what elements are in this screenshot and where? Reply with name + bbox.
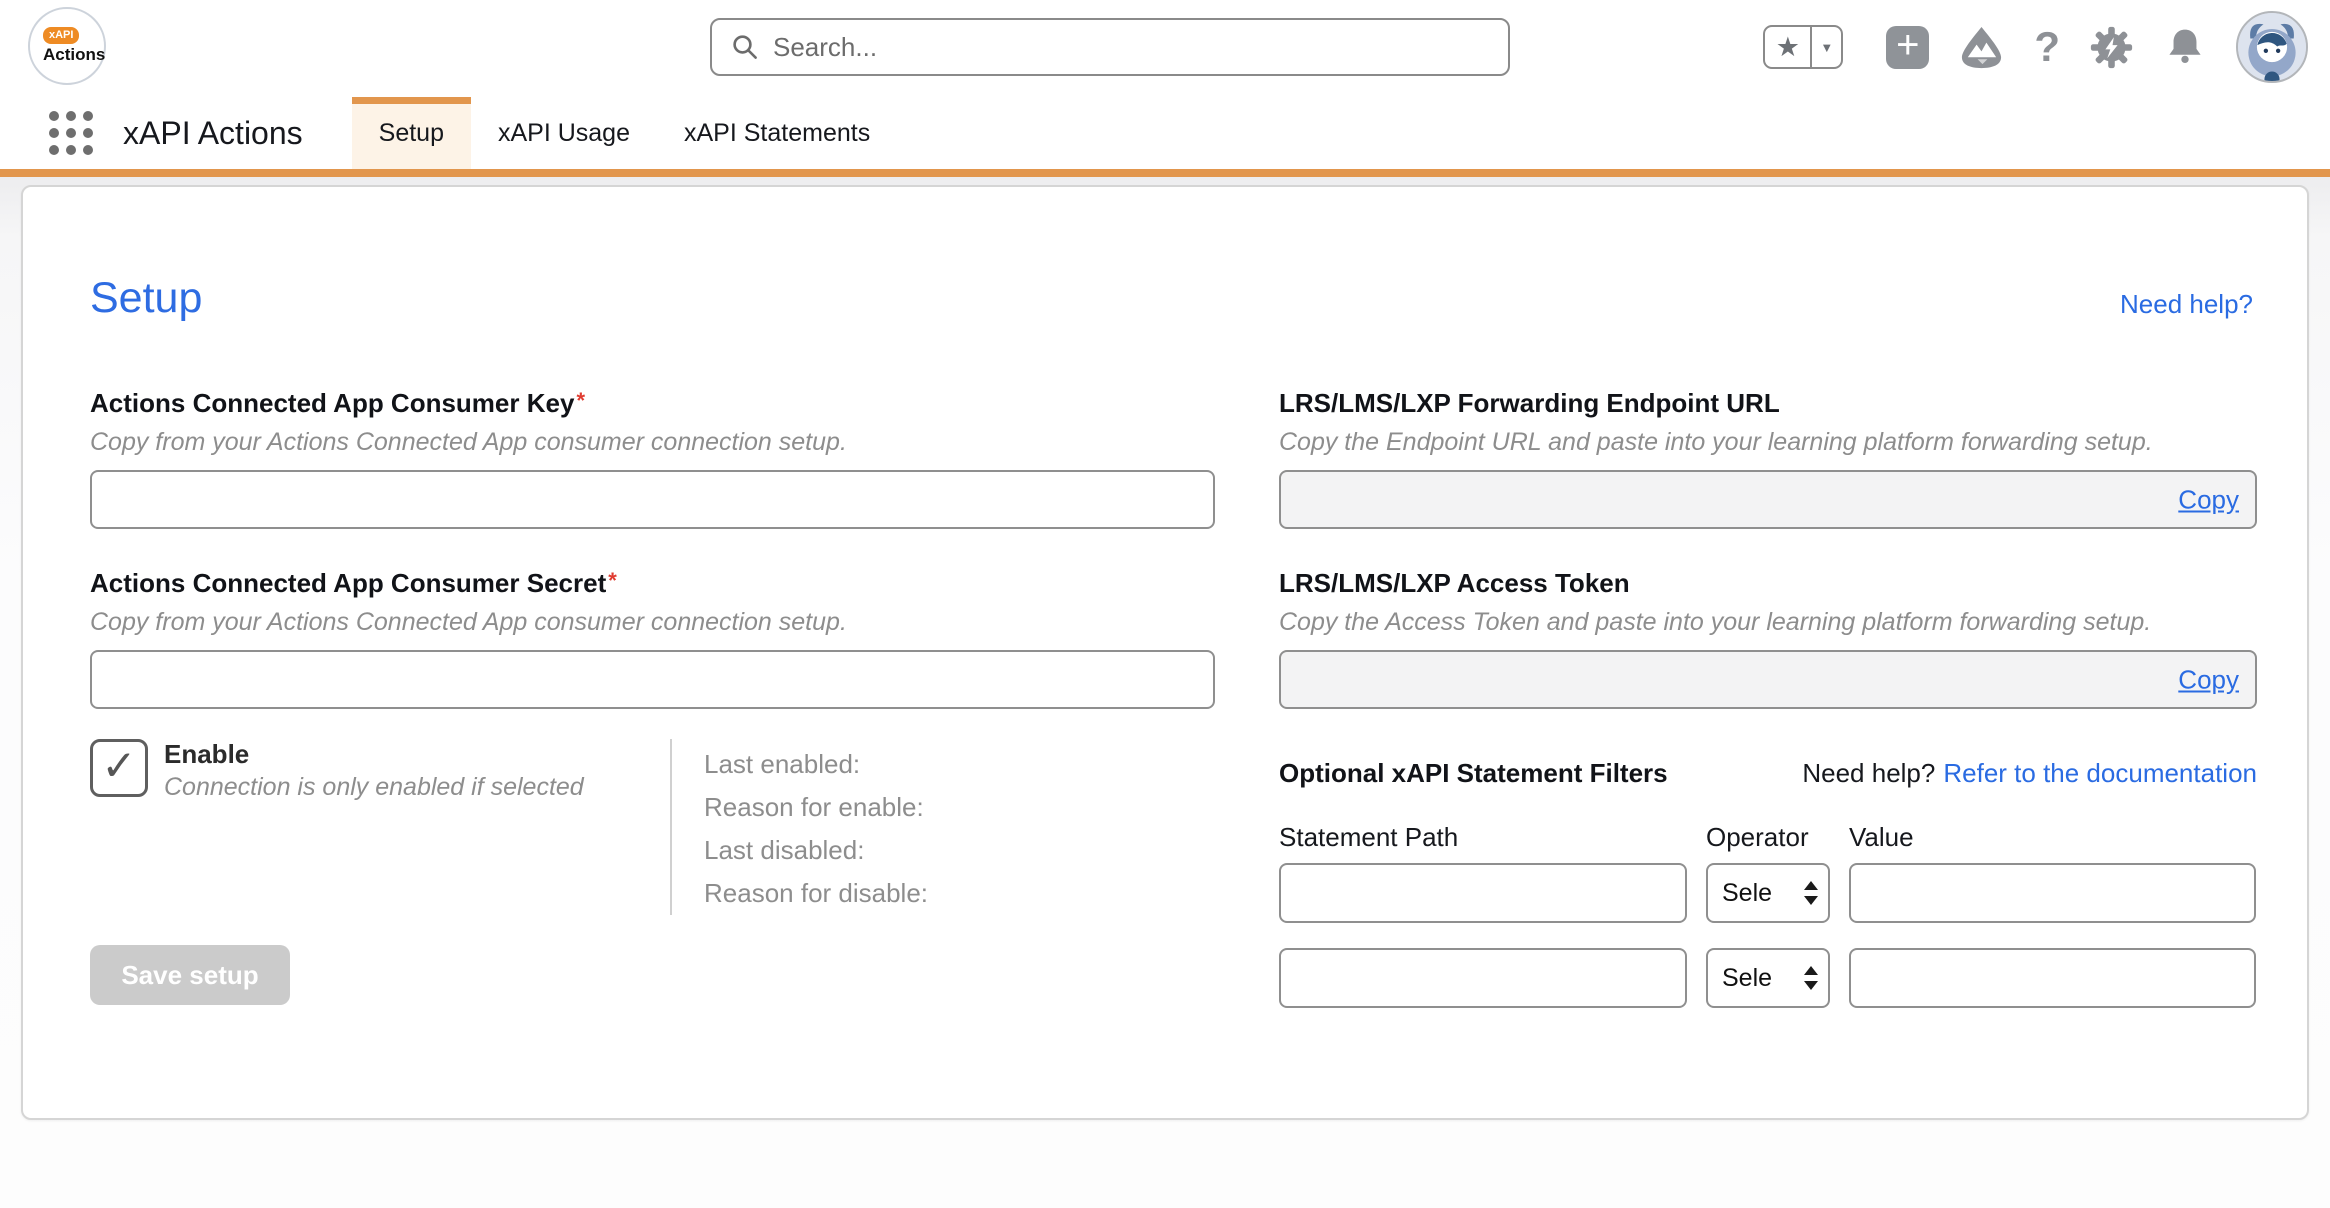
consumer-secret-label bbox=[90, 568, 1215, 599]
status-reason-disable: Reason for disable: bbox=[704, 878, 929, 908]
filters-help bbox=[1802, 758, 2257, 789]
status-last-enabled: Last enabled: bbox=[704, 749, 861, 779]
filters-title: Optional xAPI Statement Filters bbox=[1279, 758, 1668, 788]
operator-select-1[interactable] bbox=[1706, 863, 1830, 923]
access-token-label: LRS/LMS/LXP Access Token bbox=[1279, 568, 1630, 598]
logo-badge: xAPI bbox=[43, 27, 79, 43]
consumer-key-label-text: Actions Connected App Consumer Key bbox=[90, 388, 575, 418]
consumer-secret-input[interactable] bbox=[90, 650, 1215, 709]
endpoint-url-readonly-field bbox=[1279, 470, 2257, 529]
favorites-dropdown-button[interactable] bbox=[1812, 27, 1841, 67]
endpoint-url-help: Copy the Endpoint URL and paste into your learning platform forwarding setup. bbox=[1279, 428, 2153, 456]
tab-label: Setup bbox=[378, 118, 444, 147]
header-actions bbox=[1763, 14, 2308, 80]
column-value: Value bbox=[1849, 822, 1914, 852]
logo-name: Actions bbox=[43, 44, 106, 64]
tab-xapi-usage[interactable] bbox=[471, 97, 657, 169]
value-input-2[interactable] bbox=[1849, 948, 2256, 1008]
setup-gear-button[interactable] bbox=[2089, 25, 2134, 70]
guidance-center-button[interactable] bbox=[1958, 24, 2005, 71]
operator-select-2[interactable] bbox=[1706, 948, 1830, 1008]
operator-value: Sele bbox=[1722, 963, 1773, 992]
right-column bbox=[1279, 388, 2257, 1008]
consumer-key-group bbox=[90, 388, 1215, 529]
enable-checkbox[interactable] bbox=[90, 739, 148, 797]
nav-tabs bbox=[352, 97, 898, 169]
consumer-key-label bbox=[90, 388, 1215, 419]
consumer-secret-help: Copy from your Actions Connected App consumer connection setup. bbox=[90, 608, 847, 636]
tab-xapi-statements[interactable] bbox=[657, 97, 897, 169]
enable-section bbox=[90, 739, 1215, 915]
search-icon bbox=[730, 32, 760, 62]
statement-path-input-1[interactable] bbox=[1279, 863, 1687, 923]
documentation-link[interactable]: Refer to the documentation bbox=[1943, 758, 2257, 788]
value-input-1[interactable] bbox=[1849, 863, 2256, 923]
access-token-help: Copy the Access Token and paste into your learning platform forwarding setup. bbox=[1279, 608, 2152, 636]
left-column bbox=[90, 388, 1215, 1008]
status-last-disabled: Last disabled: bbox=[704, 835, 865, 865]
required-asterisk: * bbox=[576, 388, 585, 413]
check-icon: ✓ bbox=[101, 742, 137, 789]
app-launcher-icon[interactable] bbox=[49, 111, 93, 155]
consumer-key-help: Copy from your Actions Connected App consumer connection setup. bbox=[90, 428, 847, 456]
filters-header bbox=[1279, 758, 2257, 789]
column-operator: Operator bbox=[1706, 822, 1809, 852]
setup-card bbox=[21, 185, 2309, 1120]
org-logo bbox=[28, 7, 106, 85]
filter-rows bbox=[1279, 863, 2257, 1008]
enable-text bbox=[164, 739, 670, 915]
required-asterisk: * bbox=[608, 568, 617, 593]
favorites-group bbox=[1763, 25, 1843, 69]
status-reason-enable: Reason for enable: bbox=[704, 792, 924, 822]
enable-help: Connection is only enabled if selected bbox=[164, 773, 584, 801]
connection-status-block bbox=[672, 739, 928, 915]
avatar-astro-image bbox=[2238, 13, 2306, 81]
save-setup-button[interactable]: Save setup bbox=[90, 945, 290, 1005]
user-avatar[interactable] bbox=[2236, 11, 2308, 83]
filter-column-labels bbox=[1279, 822, 2257, 853]
card-header bbox=[90, 274, 2253, 322]
tab-label: xAPI Statements bbox=[684, 118, 871, 147]
operator-value: Sele bbox=[1722, 878, 1773, 907]
statement-filters-section bbox=[1279, 758, 2257, 1008]
page-title: Setup bbox=[90, 274, 203, 322]
global-search[interactable] bbox=[710, 18, 1510, 76]
help-button[interactable] bbox=[2034, 23, 2060, 70]
access-token-group bbox=[1279, 568, 2257, 709]
question-mark-icon: ? bbox=[2034, 23, 2060, 70]
setup-columns bbox=[90, 388, 2257, 1008]
star-icon: ★ bbox=[1775, 31, 1800, 62]
statement-path-input-2[interactable] bbox=[1279, 948, 1687, 1008]
endpoint-url-label: LRS/LMS/LXP Forwarding Endpoint URL bbox=[1279, 388, 1780, 418]
app-nav-bar bbox=[0, 97, 2330, 169]
app-header bbox=[0, 0, 2330, 169]
app-title: xAPI Actions bbox=[123, 114, 303, 151]
tab-label: xAPI Usage bbox=[497, 118, 630, 147]
tab-setup[interactable] bbox=[352, 97, 471, 169]
enable-label: Enable bbox=[164, 739, 250, 769]
brand-accent-bar bbox=[0, 169, 2330, 177]
endpoint-url-group bbox=[1279, 388, 2257, 529]
global-actions-button[interactable]: + bbox=[1886, 26, 1929, 69]
notifications-bell-button[interactable] bbox=[2163, 25, 2207, 69]
copy-endpoint-link[interactable]: Copy bbox=[2178, 484, 2239, 514]
access-token-readonly-field bbox=[1279, 650, 2257, 709]
consumer-secret-group bbox=[90, 568, 1215, 709]
consumer-key-input[interactable] bbox=[90, 470, 1215, 529]
select-stepper-icon bbox=[1804, 966, 1818, 990]
column-statement-path: Statement Path bbox=[1279, 822, 1459, 852]
page-background bbox=[0, 177, 2330, 1208]
copy-token-link[interactable]: Copy bbox=[2178, 664, 2239, 694]
consumer-secret-label-text: Actions Connected App Consumer Secret bbox=[90, 568, 607, 598]
filters-need-help-text: Need help? bbox=[1802, 758, 1936, 788]
select-stepper-icon bbox=[1804, 881, 1818, 905]
caret-down-icon: ▼ bbox=[1820, 39, 1834, 55]
need-help-link[interactable]: Need help? bbox=[2120, 289, 2253, 319]
search-input[interactable] bbox=[773, 20, 1508, 74]
favorite-star-button[interactable] bbox=[1765, 27, 1812, 67]
